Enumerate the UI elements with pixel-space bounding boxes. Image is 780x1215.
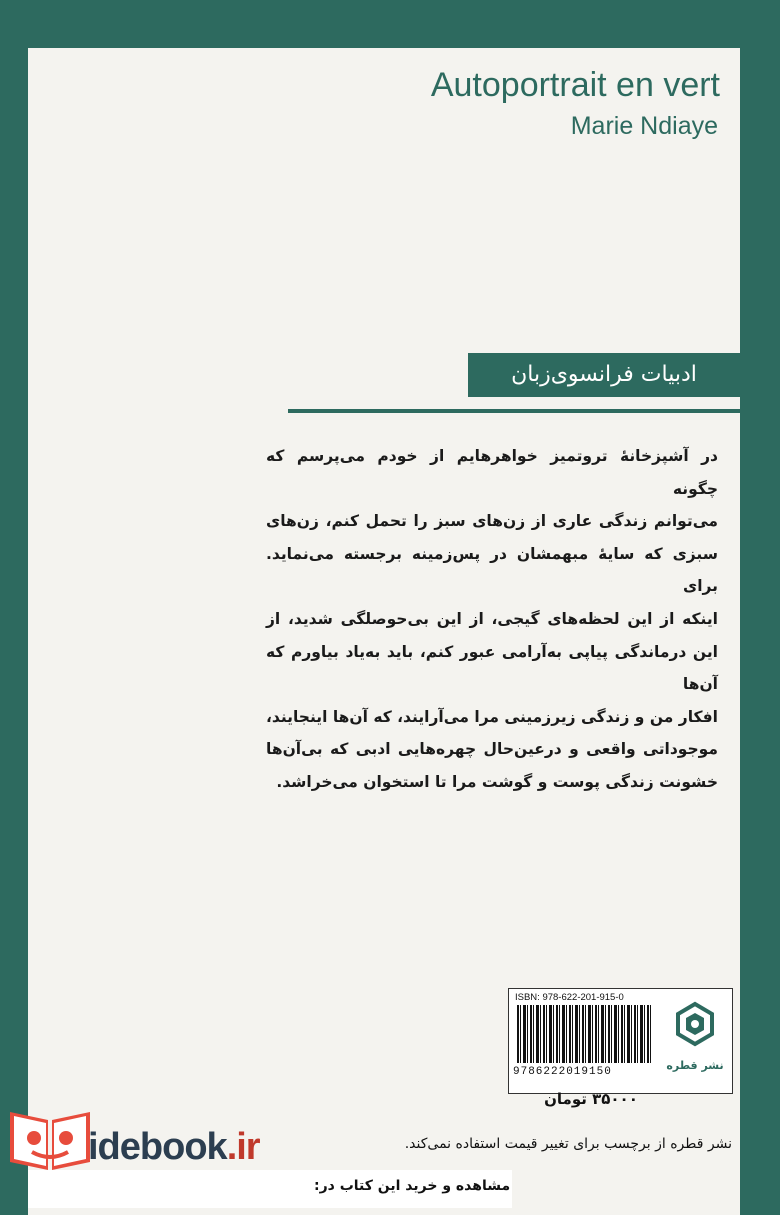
price: ۳۵۰۰۰ تومان: [544, 1090, 638, 1108]
barcode-number: 9786222019150: [513, 1066, 612, 1078]
blurb-line: در آشپزخانهٔ تروتمیز خواهرهایم از خودم می‌پرسم که چگونه: [266, 447, 718, 498]
watermark-site-tld: .ir: [226, 1126, 260, 1168]
blurb-text: [266, 440, 718, 799]
idebook-book-icon: [0, 1098, 100, 1178]
book-back-cover: [28, 48, 740, 1215]
blurb-line: این درماندگی پیاپی به‌آرامی عبور کنم، باید به‌یاد بیاورم که آن‌ها: [266, 642, 718, 694]
watermark-site-name: idebook: [88, 1126, 227, 1168]
watermark-banner: [28, 1170, 512, 1208]
watermark-caption: مشاهده و خرید این کتاب در:: [314, 1178, 511, 1194]
price-notice: نشر قطره از برچسب برای تغییر قیمت استفاده نمی‌کند.: [404, 1136, 732, 1152]
isbn-text: ISBN: 978-622-201-915-0: [515, 992, 624, 1003]
blurb-line: سبزی که سایهٔ مبهمشان در پس‌زمینه برجسته می‌نماید. برای: [266, 544, 718, 596]
blurb-line: خشونت زندگی پوست و گوشت مرا تا استخوان می‌خراشد.: [276, 772, 718, 791]
series-label: ادبیات فرانسوی‌زبان: [468, 353, 740, 397]
publisher-logo-text: نشر قطره: [666, 1059, 724, 1072]
barcode-bars: [517, 1005, 653, 1063]
barcode-block: [508, 988, 736, 1094]
blurb-line: اینکه از این لحظه‌های گیجی، از این بی‌حوصلگی شدید، از: [266, 609, 718, 628]
blurb-line: افکار من و زندگی زیرزمینی مرا می‌آرایند، که آن‌ها اینجایند،: [266, 707, 718, 726]
blurb-line: موجوداتی واقعی و درعین‌حال چهره‌هایی ادبی که بی‌آن‌ها: [266, 740, 718, 759]
book-author: Marie Ndiaye: [570, 112, 718, 140]
divider: [288, 409, 740, 413]
book-title: Autoportrait en vert: [430, 66, 720, 104]
watermark-site: [88, 1126, 260, 1169]
blurb-line: می‌توانم زندگی عاری از زن‌های سبز را تحمل کنم، زن‌های: [266, 512, 718, 531]
publisher-logo: [658, 988, 733, 1094]
publisher-logo-icon: [672, 1001, 718, 1047]
barcode: [508, 988, 660, 1094]
